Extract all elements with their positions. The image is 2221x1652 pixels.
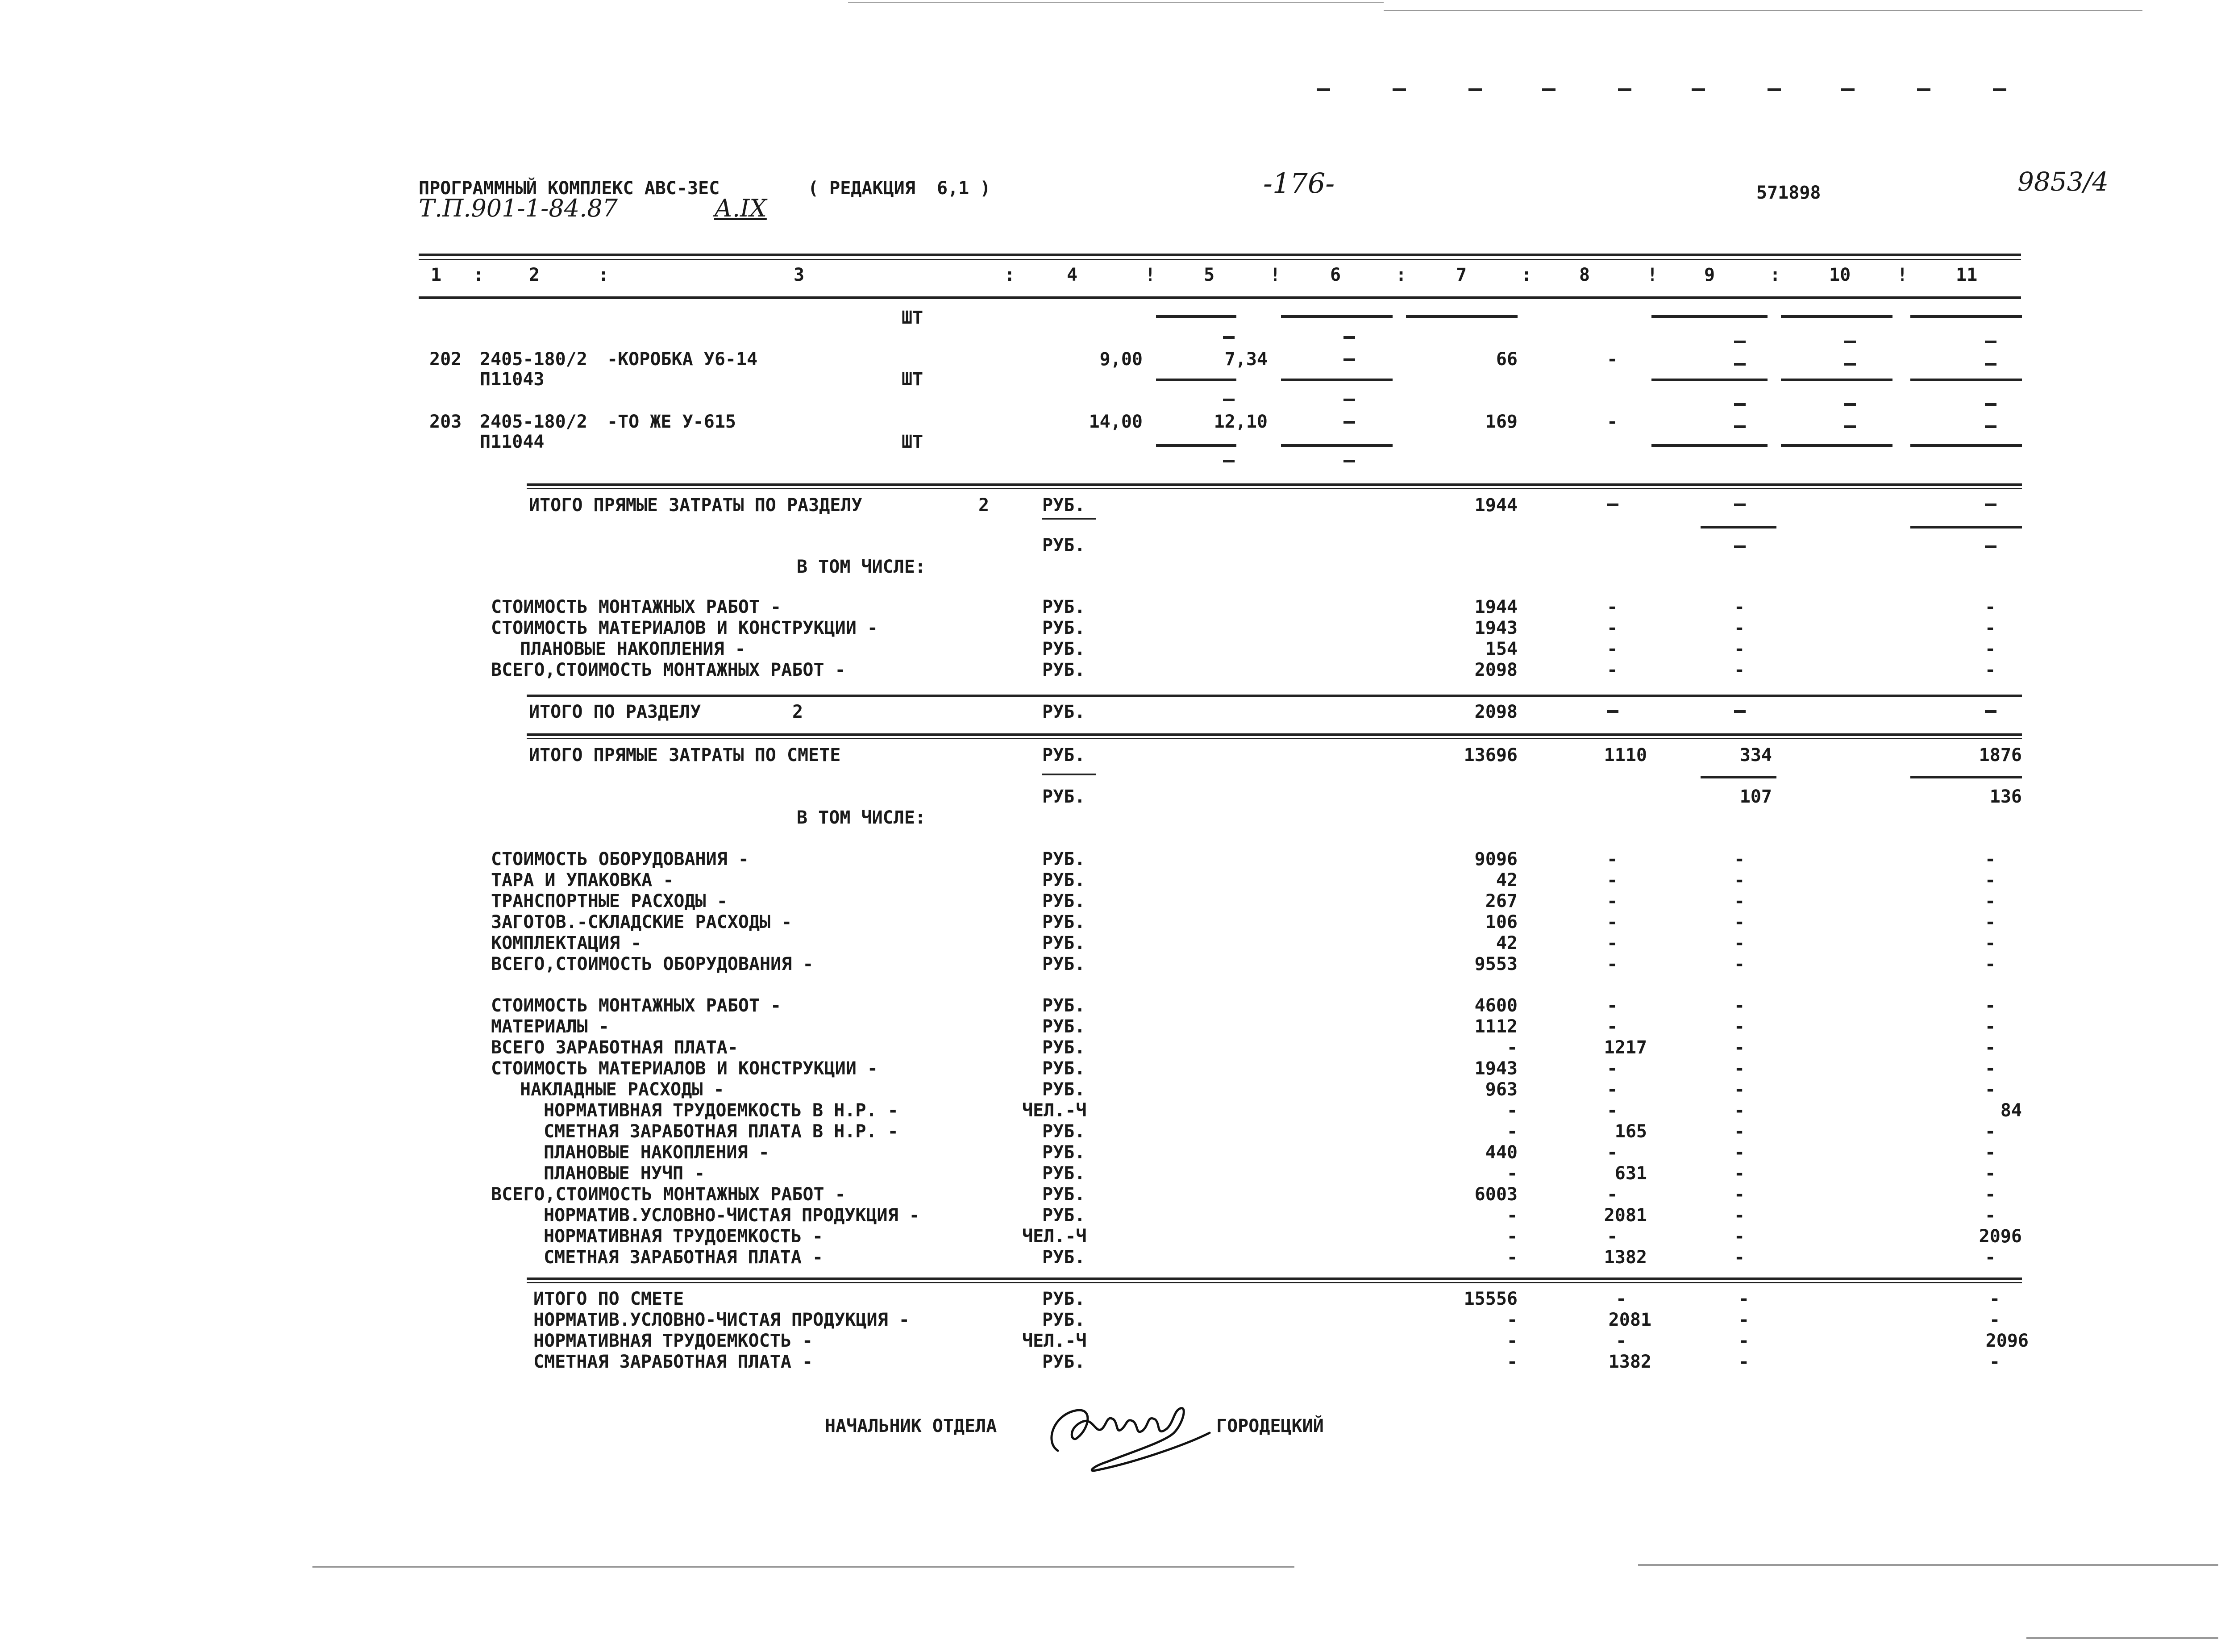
unit: РУБ. bbox=[1042, 495, 1086, 516]
album-code: А.IX bbox=[714, 194, 767, 222]
row-col11: 2096 bbox=[1985, 1331, 2029, 1351]
estimate-direct-col7: 13696 bbox=[1464, 745, 1518, 766]
row-label: ИТОГО ПО СМЕТЕ bbox=[533, 1289, 684, 1309]
tp-code: Т.П.901-1-84.87 bbox=[419, 194, 618, 222]
item-col7: 169 bbox=[1485, 412, 1518, 432]
row-col7: 1943 bbox=[1474, 618, 1518, 638]
row-unit: РУБ. bbox=[1042, 639, 1086, 659]
row-label: ВСЕГО,СТОИМОСТЬ ОБОРУДОВАНИЯ - bbox=[491, 954, 814, 974]
row-label: НАКЛАДНЫЕ РАСХОДЫ - bbox=[520, 1079, 724, 1100]
row-col9: - bbox=[1734, 639, 1745, 659]
row-unit: ЧЕЛ.-Ч bbox=[1022, 1100, 1087, 1121]
row-col11: - bbox=[1985, 1079, 1996, 1100]
row-col8: - bbox=[1607, 891, 1618, 911]
row-col7: - bbox=[1506, 1037, 1518, 1058]
row-col7: 42 bbox=[1496, 870, 1518, 890]
row-unit: РУБ. bbox=[1042, 1163, 1086, 1184]
row-col8: - bbox=[1607, 618, 1618, 638]
row-col9: - bbox=[1734, 1037, 1745, 1058]
column-header: 2 bbox=[529, 265, 540, 285]
row-col11: - bbox=[1985, 1205, 1996, 1226]
row-col9: - bbox=[1734, 618, 1745, 638]
row-label: НОРМАТИВ.УСЛОВНО-ЧИСТАЯ ПРОДУКЦИЯ - bbox=[533, 1310, 910, 1330]
row-col7: 1944 bbox=[1474, 597, 1518, 617]
column-header: 10 bbox=[1829, 265, 1851, 285]
row-col7: 2098 bbox=[1474, 660, 1518, 680]
row-col9: - bbox=[1734, 597, 1745, 617]
row-label: НОРМАТИВНАЯ ТРУДОЕМКОСТЬ В Н.Р. - bbox=[544, 1100, 898, 1121]
row-col9: - bbox=[1734, 954, 1745, 974]
row-unit: РУБ. bbox=[1042, 933, 1086, 953]
row-col9: - bbox=[1734, 1247, 1745, 1268]
row-col8: - bbox=[1607, 1079, 1618, 1100]
item-quantity: 14,00 bbox=[1089, 412, 1143, 432]
row-col8: - bbox=[1607, 995, 1618, 1016]
row-col9: - bbox=[1734, 1121, 1745, 1142]
scan-line bbox=[1638, 1564, 2218, 1566]
column-header: 8 bbox=[1579, 265, 1590, 285]
row-col9: - bbox=[1739, 1331, 1750, 1351]
row-col8: - bbox=[1607, 870, 1618, 890]
row-col9: - bbox=[1739, 1289, 1750, 1309]
program-name: ПРОГРАММНЫЙ КОМПЛЕКС АВС-3ЕС bbox=[419, 178, 720, 199]
totals-rule bbox=[527, 1277, 2022, 1280]
scan-line bbox=[848, 2, 1384, 3]
column-header: 11 bbox=[1956, 265, 1978, 285]
row-col7: - bbox=[1506, 1352, 1518, 1372]
column-header: 3 bbox=[794, 265, 805, 285]
row-unit: ЧЕЛ.-Ч bbox=[1022, 1226, 1087, 1247]
section-direct-costs-label: ИТОГО ПРЯМЫЕ ЗАТРАТЫ ПО РАЗДЕЛУ bbox=[529, 495, 862, 516]
row-col11: - bbox=[1985, 1016, 1996, 1037]
row-col7: 15556 bbox=[1464, 1289, 1518, 1309]
row-col7: 1943 bbox=[1474, 1058, 1518, 1079]
row-unit: РУБ. bbox=[1042, 1289, 1086, 1309]
including-heading: В ТОМ ЧИСЛЕ: bbox=[797, 807, 926, 828]
item-code-2: П11043 bbox=[480, 369, 545, 390]
row-col11: - bbox=[1985, 1037, 1996, 1058]
row-col9: - bbox=[1734, 1100, 1745, 1121]
row-col11: - bbox=[1985, 597, 1996, 617]
row-col7: 1112 bbox=[1474, 1016, 1518, 1037]
row-col8: - bbox=[1607, 1016, 1618, 1037]
row-label: МАТЕРИАЛЫ - bbox=[491, 1016, 609, 1037]
row-unit: РУБ. bbox=[1042, 954, 1086, 974]
row-col9: - bbox=[1734, 1142, 1745, 1163]
unit: РУБ. bbox=[1042, 535, 1086, 556]
row-label: СМЕТНАЯ ЗАРАБОТНАЯ ПЛАТА В Н.Р. - bbox=[544, 1121, 898, 1142]
row-col11: - bbox=[1985, 639, 1996, 659]
row-label: СМЕТНАЯ ЗАРАБОТНАЯ ПЛАТА - bbox=[544, 1247, 824, 1268]
scan-line bbox=[2026, 1637, 2218, 1639]
signatory-name: ГОРОДЕЦКИЙ bbox=[1216, 1416, 1324, 1436]
row-col11: - bbox=[1985, 660, 1996, 680]
estimate-rule bbox=[527, 733, 2022, 736]
row-col7: 9553 bbox=[1474, 954, 1518, 974]
row-col7: 6003 bbox=[1474, 1184, 1518, 1205]
row-col8: - bbox=[1616, 1289, 1627, 1309]
row-col11: - bbox=[1985, 1247, 1996, 1268]
row-col7: 963 bbox=[1485, 1079, 1518, 1100]
row-col7: 154 bbox=[1485, 639, 1518, 659]
row-label: ЗАГОТОВ.-СКЛАДСКИЕ РАСХОДЫ - bbox=[491, 912, 792, 932]
row-col9: - bbox=[1739, 1310, 1750, 1330]
row-col8: 1217 bbox=[1604, 1037, 1647, 1058]
row-col9: - bbox=[1734, 891, 1745, 911]
row-unit: РУБ. bbox=[1042, 1205, 1086, 1226]
row-unit: РУБ. bbox=[1042, 1352, 1086, 1372]
row-col8: 1382 bbox=[1608, 1352, 1651, 1372]
row-col7: - bbox=[1506, 1331, 1518, 1351]
row-unit: РУБ. bbox=[1042, 1058, 1086, 1079]
row-col11: - bbox=[1985, 912, 1996, 932]
row-col9: - bbox=[1734, 849, 1745, 870]
row-col9: - bbox=[1734, 1163, 1745, 1184]
row-col8: - bbox=[1607, 1058, 1618, 1079]
estimate-direct-label: ИТОГО ПРЯМЫЕ ЗАТРАТЫ ПО СМЕТЕ bbox=[529, 745, 841, 766]
row-col7: - bbox=[1506, 1247, 1518, 1268]
row-col8: - bbox=[1607, 954, 1618, 974]
row-label: СМЕТНАЯ ЗАРАБОТНАЯ ПЛАТА - bbox=[533, 1352, 813, 1372]
section-total-rule bbox=[527, 695, 2022, 697]
estimate-sub-col9: 107 bbox=[1739, 786, 1772, 807]
item-unit: ШТ bbox=[902, 369, 923, 390]
item-code: 2405-180/2 bbox=[480, 349, 587, 370]
scan-line bbox=[312, 1566, 1294, 1568]
row-col8: - bbox=[1607, 933, 1618, 953]
row-col8: - bbox=[1607, 1226, 1618, 1247]
row-col9: - bbox=[1734, 1184, 1745, 1205]
row-col8: 165 bbox=[1614, 1121, 1647, 1142]
row-col11: - bbox=[1985, 891, 1996, 911]
row-col8: - bbox=[1607, 1184, 1618, 1205]
row-col7: 42 bbox=[1496, 933, 1518, 953]
row-col9: - bbox=[1734, 995, 1745, 1016]
row-col11: - bbox=[1985, 1058, 1996, 1079]
item-quantity: 9,00 bbox=[1099, 349, 1143, 370]
header-top-rule-2 bbox=[419, 259, 2021, 260]
row-label: СТОИМОСТЬ МОНТАЖНЫХ РАБОТ - bbox=[491, 995, 782, 1016]
item-name: -КОРОБКА У6-14 bbox=[607, 349, 758, 370]
row-col9: - bbox=[1734, 1226, 1745, 1247]
item-number: 202 bbox=[429, 349, 462, 370]
row-unit: РУБ. bbox=[1042, 891, 1086, 911]
row-col11: - bbox=[1985, 933, 1996, 953]
row-col8: - bbox=[1607, 660, 1618, 680]
unit: РУБ. bbox=[1042, 745, 1086, 766]
row-col8: 2081 bbox=[1608, 1310, 1651, 1330]
signatory-role: НАЧАЛЬНИК ОТДЕЛА bbox=[825, 1416, 997, 1436]
row-label: НОРМАТИВНАЯ ТРУДОЕМКОСТЬ - bbox=[544, 1226, 824, 1247]
row-label: ПЛАНОВЫЕ НАКОПЛЕНИЯ - bbox=[520, 639, 746, 659]
row-label: ТРАНСПОРТНЫЕ РАСХОДЫ - bbox=[491, 891, 728, 911]
row-col9: - bbox=[1734, 933, 1745, 953]
row-col11: - bbox=[1989, 1289, 2001, 1309]
item-col7: 66 bbox=[1496, 349, 1518, 370]
row-unit: РУБ. bbox=[1042, 1121, 1086, 1142]
row-col9: - bbox=[1734, 1205, 1745, 1226]
column-header: 9 bbox=[1704, 265, 1715, 285]
section-number: 2 bbox=[978, 495, 990, 516]
row-col11: - bbox=[1989, 1310, 2001, 1330]
row-unit: РУБ. bbox=[1042, 870, 1086, 890]
header-top-rule bbox=[419, 254, 2021, 256]
row-col11: - bbox=[1985, 849, 1996, 870]
row-unit: РУБ. bbox=[1042, 660, 1086, 680]
row-col9: - bbox=[1734, 1058, 1745, 1079]
row-col9: - bbox=[1734, 912, 1745, 932]
section-total-label: ИТОГО ПО РАЗДЕЛУ bbox=[529, 702, 701, 722]
row-unit: РУБ. bbox=[1042, 597, 1086, 617]
row-col7: 106 bbox=[1485, 912, 1518, 932]
row-col11: - bbox=[1985, 1121, 1996, 1142]
row-col9: - bbox=[1734, 1016, 1745, 1037]
row-col8: - bbox=[1607, 849, 1618, 870]
row-col11: - bbox=[1985, 954, 1996, 974]
unit: РУБ. bbox=[1042, 786, 1086, 807]
row-col11: - bbox=[1985, 1142, 1996, 1163]
section-direct-costs-value: 1944 bbox=[1474, 495, 1518, 516]
row-label: ПЛАНОВЫЕ НАКОПЛЕНИЯ - bbox=[544, 1142, 769, 1163]
row-col7: 4600 bbox=[1474, 995, 1518, 1016]
item-col8: - bbox=[1607, 412, 1618, 432]
edition: ( РЕДАКЦИЯ 6,1 ) bbox=[808, 178, 991, 199]
row-col7: - bbox=[1506, 1205, 1518, 1226]
item-number: 203 bbox=[429, 412, 462, 432]
row-col9: - bbox=[1734, 660, 1745, 680]
row-unit: РУБ. bbox=[1042, 1079, 1086, 1100]
row-unit: РУБ. bbox=[1042, 1310, 1086, 1330]
row-label: КОМПЛЕКТАЦИЯ - bbox=[491, 933, 642, 953]
including-heading: В ТОМ ЧИСЛЕ: bbox=[797, 557, 926, 577]
row-col11: - bbox=[1985, 870, 1996, 890]
item-col8: - bbox=[1607, 349, 1618, 370]
document-code: 571898 bbox=[1756, 183, 1821, 203]
row-col7: 267 bbox=[1485, 891, 1518, 911]
row-unit: РУБ. bbox=[1042, 618, 1086, 638]
item-name: -ТО ЖЕ У-615 bbox=[607, 412, 736, 432]
row-col11: - bbox=[1985, 1163, 1996, 1184]
row-col8: 2081 bbox=[1604, 1205, 1647, 1226]
item-code: 2405-180/2 bbox=[480, 412, 587, 432]
row-col8: 631 bbox=[1614, 1163, 1647, 1184]
row-label: СТОИМОСТЬ ОБОРУДОВАНИЯ - bbox=[491, 849, 749, 870]
row-col9: - bbox=[1734, 1079, 1745, 1100]
row-col8: - bbox=[1607, 639, 1618, 659]
column-header: 1 bbox=[431, 265, 442, 285]
handwritten-signature bbox=[1040, 1375, 1227, 1477]
row-col8: - bbox=[1607, 1142, 1618, 1163]
row-unit: РУБ. bbox=[1042, 1016, 1086, 1037]
row-col8: 1382 bbox=[1604, 1247, 1647, 1268]
row-unit: РУБ. bbox=[1042, 1247, 1086, 1268]
column-header: 4 bbox=[1067, 265, 1078, 285]
row-col7: - bbox=[1506, 1121, 1518, 1142]
row-label: СТОИМОСТЬ МАТЕРИАЛОВ И КОНСТРУКЦИИ - bbox=[491, 618, 878, 638]
row-col11: - bbox=[1985, 1184, 1996, 1205]
row-col9: - bbox=[1734, 870, 1745, 890]
unit: РУБ. bbox=[1042, 702, 1086, 722]
row-label: НОРМАТИВ.УСЛОВНО-ЧИСТАЯ ПРОДУКЦИЯ - bbox=[544, 1205, 920, 1226]
row-label: НОРМАТИВНАЯ ТРУДОЕМКОСТЬ - bbox=[533, 1331, 813, 1351]
row-unit: ЧЕЛ.-Ч bbox=[1022, 1331, 1087, 1351]
row-label: ВСЕГО ЗАРАБОТНАЯ ПЛАТА- bbox=[491, 1037, 738, 1058]
row-col11: - bbox=[1989, 1352, 2001, 1372]
unit: ШТ bbox=[902, 308, 923, 328]
row-unit: РУБ. bbox=[1042, 1037, 1086, 1058]
sheet-reference: 9853/4 bbox=[2017, 166, 2109, 197]
item-col5: 12,10 bbox=[1214, 412, 1268, 432]
row-col7: - bbox=[1506, 1226, 1518, 1247]
row-unit: РУБ. bbox=[1042, 995, 1086, 1016]
row-unit: РУБ. bbox=[1042, 1184, 1086, 1205]
estimate-direct-col11: 1876 bbox=[1979, 745, 2022, 766]
row-col8: - bbox=[1616, 1331, 1627, 1351]
section-number: 2 bbox=[792, 702, 803, 722]
row-col7: - bbox=[1506, 1163, 1518, 1184]
item-col5: 7,34 bbox=[1224, 349, 1268, 370]
row-unit: РУБ. bbox=[1042, 912, 1086, 932]
row-col7: 440 bbox=[1485, 1142, 1518, 1163]
section-total-value: 2098 bbox=[1474, 702, 1518, 722]
row-unit: РУБ. bbox=[1042, 1142, 1086, 1163]
scan-line bbox=[1384, 10, 2142, 11]
row-label: ВСЕГО,СТОИМОСТЬ МОНТАЖНЫХ РАБОТ - bbox=[491, 660, 846, 680]
item-code-2: П11044 bbox=[480, 432, 545, 452]
column-header: 6 bbox=[1330, 265, 1341, 285]
row-col7: - bbox=[1506, 1310, 1518, 1330]
item-unit: ШТ bbox=[902, 432, 923, 452]
row-col8: - bbox=[1607, 597, 1618, 617]
header-bottom-rule bbox=[419, 296, 2021, 299]
row-col7: 9096 bbox=[1474, 849, 1518, 870]
row-label: ТАРА И УПАКОВКА - bbox=[491, 870, 674, 890]
row-col11: 2096 bbox=[1979, 1226, 2022, 1247]
row-label: ПЛАНОВЫЕ НУЧП - bbox=[544, 1163, 705, 1184]
page-number: -176- bbox=[1263, 167, 1335, 200]
row-label: ВСЕГО,СТОИМОСТЬ МОНТАЖНЫХ РАБОТ - bbox=[491, 1184, 846, 1205]
row-col11: 84 bbox=[2000, 1100, 2022, 1121]
row-col11: - bbox=[1985, 995, 1996, 1016]
estimate-direct-col8: 1110 bbox=[1604, 745, 1647, 766]
column-header: 5 bbox=[1204, 265, 1215, 285]
column-header: 7 bbox=[1456, 265, 1467, 285]
row-unit: РУБ. bbox=[1042, 849, 1086, 870]
row-col11: - bbox=[1985, 618, 1996, 638]
row-col8: - bbox=[1607, 1100, 1618, 1121]
row-label: СТОИМОСТЬ МАТЕРИАЛОВ И КОНСТРУКЦИИ - bbox=[491, 1058, 878, 1079]
row-col7: - bbox=[1506, 1100, 1518, 1121]
estimate-direct-col9: 334 bbox=[1739, 745, 1772, 766]
estimate-sub-col11: 136 bbox=[1989, 786, 2022, 807]
section-rule bbox=[527, 483, 2022, 486]
row-col8: - bbox=[1607, 912, 1618, 932]
row-col9: - bbox=[1739, 1352, 1750, 1372]
row-label: СТОИМОСТЬ МОНТАЖНЫХ РАБОТ - bbox=[491, 597, 782, 617]
